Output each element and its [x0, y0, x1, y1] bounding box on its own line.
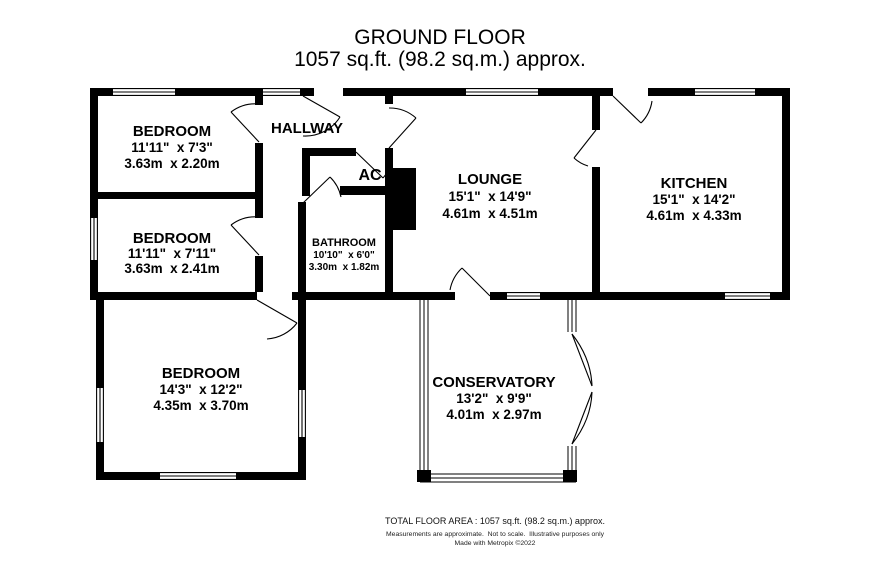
bedroom2-name: BEDROOM: [132, 230, 212, 247]
lounge-imp: 15'1" x 14'9": [448, 189, 532, 204]
kitchen-met: 4.61m x 4.33m: [646, 208, 742, 223]
door-swing: [257, 300, 297, 339]
door-swing: [231, 104, 259, 142]
conservatory-imp: 13'2" x 9'9": [456, 391, 532, 406]
bedroom1-imp: 11'11" x 7'3": [131, 140, 213, 155]
window: [113, 88, 175, 96]
bedroom1-name: BEDROOM: [132, 123, 212, 140]
door-swing: [389, 108, 416, 148]
door-swing: [231, 217, 259, 255]
title-line1: GROUND FLOOR: [354, 26, 526, 49]
lounge-name: LOUNGE: [457, 171, 523, 188]
bathroom-imp: 10'10" x 6'0": [313, 250, 375, 261]
door-swing: [574, 130, 596, 166]
ac-name: AC: [358, 167, 382, 184]
title-line2: 1057 sq.ft. (98.2 sq.m.) approx.: [294, 48, 586, 71]
window: [298, 390, 306, 437]
window: [96, 388, 104, 442]
footer-total-area: TOTAL FLOOR AREA : 1057 sq.ft. (98.2 sq.m.) approx.: [385, 516, 605, 526]
conservatory-post: [563, 470, 577, 482]
plan-title: [294, 26, 586, 71]
plan-footer: [385, 516, 605, 547]
door-swing: [613, 96, 652, 123]
kitchen-name: KITCHEN: [660, 175, 728, 192]
window: [90, 218, 98, 260]
bedroom3-name: BEDROOM: [161, 365, 241, 382]
footer-disclaimer: Measurements are approximate. Not to scale. Illustrative purposes only: [386, 531, 604, 538]
bedroom3-imp: 14'3" x 12'2": [159, 382, 243, 397]
bathroom-name: BATHROOM: [312, 237, 376, 249]
bedroom2-imp: 11'11" x 7'11": [127, 246, 217, 261]
bathroom-met: 3.30m x 1.82m: [308, 262, 380, 273]
conservatory-name: CONSERVATORY: [432, 374, 556, 391]
hallway-name: HALLWAY: [271, 120, 343, 137]
conservatory-post: [417, 470, 431, 482]
window: [466, 88, 538, 96]
window: [725, 292, 770, 300]
room-labels: [124, 120, 741, 422]
bedroom2-met: 3.63m x 2.41m: [124, 261, 220, 276]
chimney-breast: [393, 168, 416, 230]
door-swing: [450, 268, 490, 296]
french-doors: [572, 334, 592, 444]
doors: [231, 96, 652, 444]
window: [160, 472, 236, 480]
bedroom3-met: 4.35m x 3.70m: [153, 398, 249, 413]
footer-credit: Made with Metropix ©2022: [454, 540, 536, 547]
window: [695, 88, 755, 96]
lounge-met: 4.61m x 4.51m: [442, 206, 538, 221]
window: [507, 292, 540, 300]
window: [263, 88, 300, 96]
bedroom1-met: 3.63m x 2.20m: [124, 156, 220, 171]
kitchen-imp: 15'1" x 14'2": [652, 192, 736, 207]
conservatory-met: 4.01m x 2.97m: [446, 407, 542, 422]
